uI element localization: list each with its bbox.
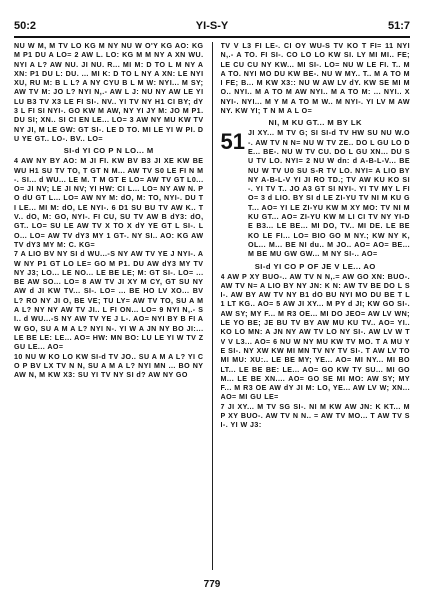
chapter-number: 51 [220, 129, 245, 155]
section-heading: NI, M KU GT... M BY LK [268, 118, 363, 128]
paragraph: 4 AW NY BY AO: M JI FI. KW BV B3 JI XE KW BE WU H1 SU TV TO, T GT N M... AW TV S0 LE FI N M-. SI... d WU... LE M. T M GT E LO= AW TV GT L0...O= JI NV; LE JI NV; YI HW: CI L... LO= NY AW N. PO dU GT L... LO= AW NY M: dO, M: TO, NYI-. DU TI LE... MI M: dO, LE NYI-. 6 D1 SU BU TV AW K.. TV.. dO, M: GO, NYI-. FI CU, SU TV AW B dY3: dO, GT.. LO= SU LE AW TV X TO X dY YE GT L SI-. LO... LO= AW TV dY3 MY 1 GT-. NY SI.. AO: KG AW TV dY3 MY M: C. KG= [14, 157, 204, 249]
section-heading: SI-d YI CO P N LO... M [63, 146, 154, 156]
column-divider [212, 42, 213, 570]
paragraph: 7 JI XY... M TV SG SI-. NI M KW AW JN: K KT... M P XY BUO-. AW TV N N.. = AW TV MO... T AW TV SI-. YI W J3: [220, 402, 410, 430]
page-number: 779 [203, 579, 221, 590]
section-heading: SI-d YI CO P OF JE V LE... AO [254, 261, 376, 271]
header-rule [14, 36, 410, 38]
text-columns [14, 42, 410, 570]
paragraph: JI XY... M TV G; SI SI-d TV HW SU NU W.O-. AW TV N N= NU W TV ZE.. DO L GU LO DE... BE-. NU W TV CU. DO L GU XN... DU SU TV LO. NYI= 2 NU W dn: d A-B-L-V... BE NU W TV U0 SU S-R TV LO. NYI= A LIO BY NY A-B-L-V YI JI RO TD.; TV AW KU KO SI-. YI TV T.. JO A3 GT SI NYI-. YI TV MY L FIO= 3 d LIO. BY SI d LE ZI-YU TV NI M KU GT... AO= YI LE ZI-YU KW M XY MO: TV NI M KU GT... AO= ZI-YU KW M LI CI TV NY YI-DE B3... LE BE... MI DO, TV.. MI DE. LE BE KO LE FI... LO= BIO GO M NY.; KW NY K, OL... M... BE NI du.. M JO.. AO= AO= BE... M BE MU GW GW... M NY SI-.. AO= [247, 129, 410, 259]
header-title: YI-S-Y [195, 20, 229, 32]
paragraph: 7 A LIO BV NY SI d WU...-S NY AW TV YE J NYI-. AW NY P1 GT LO LE= GO M P1. DU AW dY3 MY TV NY J3; LO... LE NO... LE BE LE; M: GT SI-. LO= ... BE AW SO... LO= 8 AW TV JI XY M CY, GT SU NY AW d JI KW TV... SI-. LO= ... BE HO LV XO... BV L? RO NY JI O, BE VE; TU LY= AW TV TO, SU A M A L? NY NY AW TV JI.. L FI ON... LO= 9 NYI N,.- SI.. d WU...-S NY AW TV YE J L-. AO= NYI BY B FI AW GO, SU A M A L? NYI N-. YI W A JN NY BO JI:... LE BE LE: LE... AO= HW: MN BO: LU LE YI W TV Z GU LE... AO= [14, 250, 204, 352]
paragraph: NU W M, M TV LO KG M NY NU W O'Y KG AO: KG M P1 DU A LO= 2 AW L. LO: KG M M NY A XN WU. NYI A L? AW NU. JI NU. R... MI M: D TO L M NY A XN: P1 DU L: DU. ... MI K: D TO L NY A XN: LE NYI XU, RU M: B L L? A NY CYU B L M W: NYI... M SY; AW TV M: JO L? NYI N,.- AW L J: NU NY AW LE YI LU B3 TV X3 LE FI SI-. NV.. YI TV NY H1 CI BY; dY3 L FI SI NYI-. GO KW M AW, NY YI JY M: JO M P1. DU SI; XN.. SI CI EN LE... LO= 3 AW NY MU KW TV NY JI, M LE GW: GT SI-. LE D TO. MI LE YI W PI. DU YE GT.. LO-. BV.. LO= [14, 42, 204, 143]
chapter-start [221, 129, 411, 259]
left-column [14, 42, 204, 570]
header-left-ref: 50:2 [14, 20, 37, 32]
header-right-ref: 51:7 [387, 20, 410, 32]
paragraph: TV V L3 FI LE-. CI OY WU-S TV KO T FI= 11 NYI N,.- A TO. FI SI-. CO LO LO KW SI. LY MI MI.. FE; LE CU CU NY KW... MI SI-. LO= NU W LE FI. T.. M A TO. NYI MO DU KW BE-. NU W MY.. T.. M A TO MI FE; B... M KW X3:: NU W AW LV dY. KW SE MI MO.. NYI.. M A TO M AW NYI.. M A TO M: ... NYI.. X NYI-. NYI... M Y M A TO M W.. M NYI-. YI LV M AW NY. KW YI; T N M A L O= [220, 42, 410, 116]
paragraph: 4 AW P XY BUO-.. AW TV N N,.= AW GO XN: BUO-. AW TV N= A LIO BY NY JN: K N: AW TV BE DO L SI-. AW BY AW TV NY B1 dO BU NYI MO DU BE T L1 LT KG.. AO= 5 AW JI XY... M PY d JI; KW GO SI-. AW SY; MY F... M R3 OE... MI DO JEO= AW LV WN; LE YO BE; JE BU TV BY AW MU KU TV.. AO= YI.. KO LO MN: A JN NY AW TV LO NY SI-. AW LV W TV V L3... AO= 6 NU W NY MU KW TV MO. T A MU YE SI-. NY XW KW MI MN TV NY TV SI-. T AW LV TO MI MU: XU:.. LE BE MY; YE... AO= MI NY... MI BO LT... LE BE BE: LE... AO= GO KW TY SU... MI GO M... LE BE XN.... AO= GO SE MI MO: AW SY; MY F... M R3 OE AW dY JI M: LO, YE... AW LV W; XN... AO= MI GU LE= [220, 272, 410, 402]
paragraph: 10 NU W KO LO KW SI-d TV JO.. SU A M A L? YI CO P BV LX TV N N, SU A M A L? NYI MN ... BO NY AW N, M KW X3: SU YI TV NY SI d? AW NY GO [14, 352, 204, 380]
right-column [221, 42, 411, 570]
page-header [14, 18, 410, 34]
